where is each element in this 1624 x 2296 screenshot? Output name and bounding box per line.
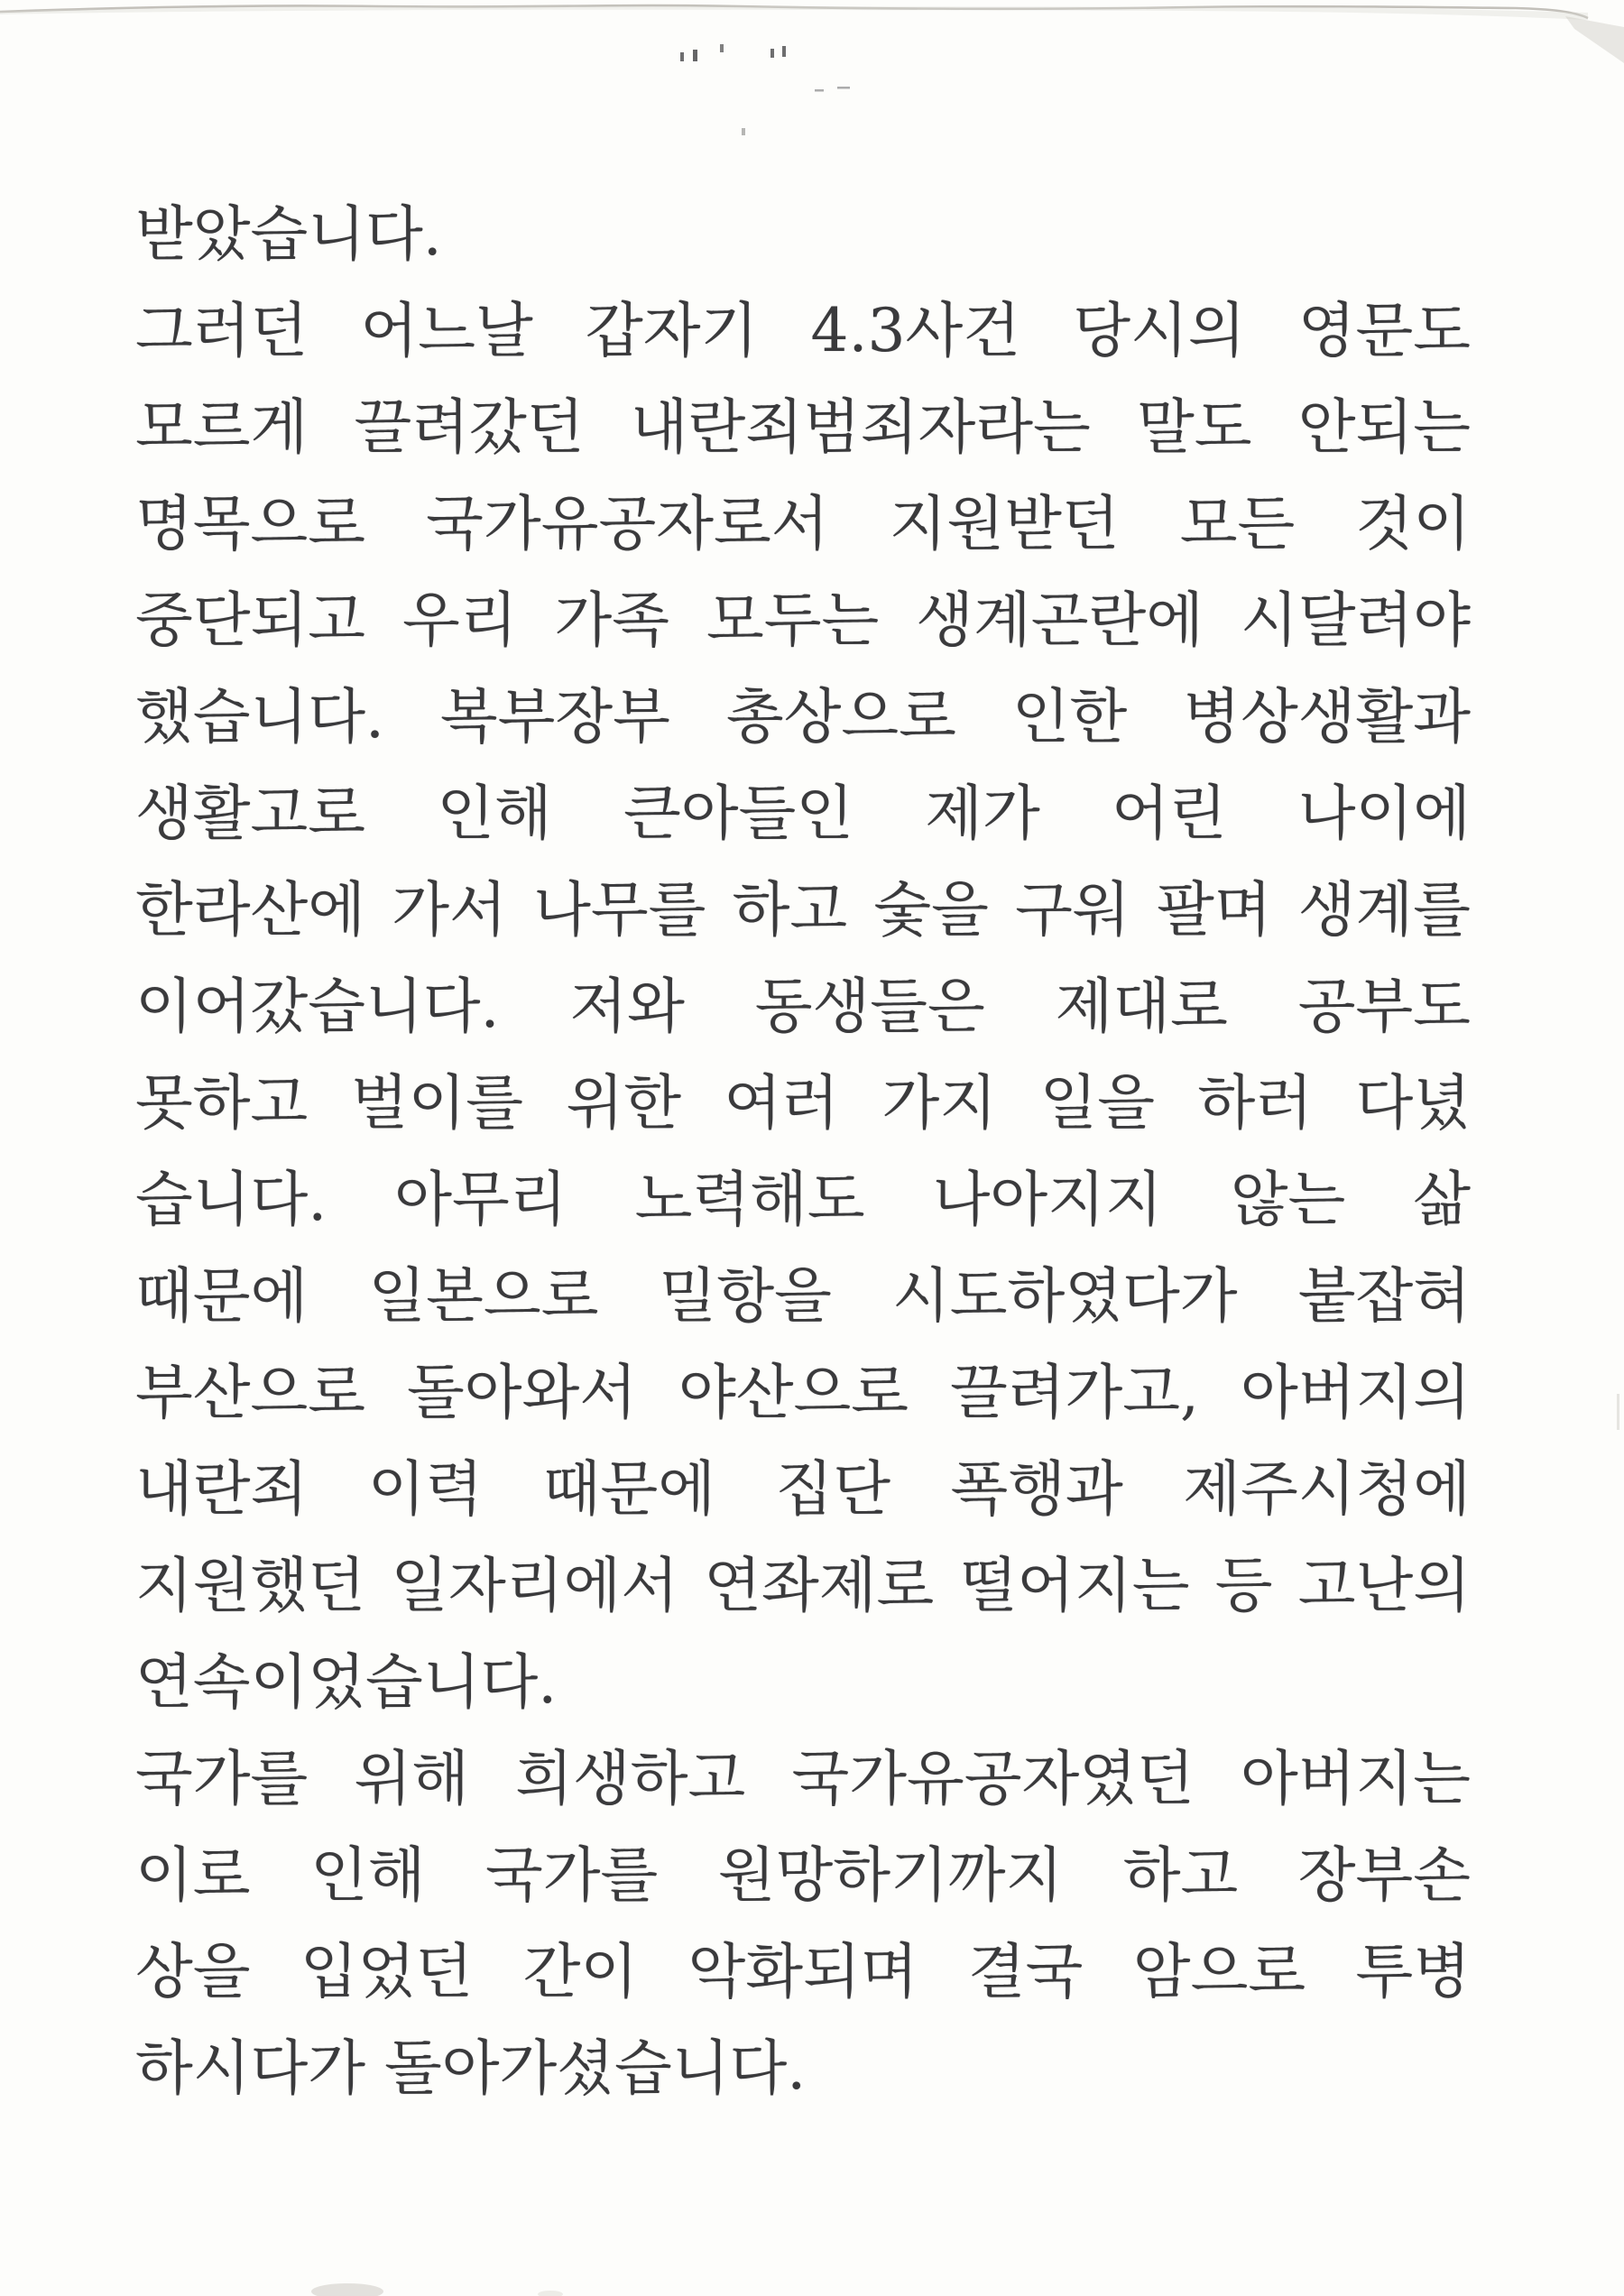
scan-edge-shadow <box>0 6 1588 20</box>
text-line: 중단되고 우리 가족 모두는 생계곤란에 시달려야 <box>135 586 1471 655</box>
text-line: 이어갔습니다. 저와 동생들은 제대로 공부도 <box>135 972 1471 1041</box>
text-line: 그러던 어느날 갑자기 4.3사건 당시의 영문도 <box>135 296 1471 365</box>
text-line: 국가를 위해 희생하고 국가유공자였던 아버지는 <box>135 1744 1471 1813</box>
text-block <box>135 186 1471 2116</box>
text-line: 때문에 일본으로 밀항을 시도하였다가 붙잡혀 <box>135 1261 1471 1331</box>
text-line: 이로 인해 국가를 원망하기까지 하고 장부손 <box>135 1840 1471 1910</box>
corner-shade <box>1565 16 1624 63</box>
speckle-cluster <box>680 44 850 135</box>
bottom-smudge <box>311 2283 383 2296</box>
text-line: 연속이었습니다. <box>135 1647 558 1717</box>
text-line: 못하고 벌이를 위한 여러 가지 일을 하러 다녔 <box>135 1068 1471 1138</box>
text-line: 했습니다. 복부장부 총상으로 인한 병상생활과 <box>135 682 1471 752</box>
edge-speck <box>1617 1394 1619 1430</box>
text-line: 내란죄 이력 때문에 집단 폭행과 제주시청에 <box>135 1454 1471 1524</box>
text-line: 하시다가 돌아가셨습니다. <box>135 2033 807 2103</box>
scan-edge-line <box>0 5 1588 18</box>
text-line: 받았습니다. <box>135 199 442 269</box>
text-line: 모르게 끌려갔던 내란죄범죄자라는 말도 안되는 <box>135 392 1471 462</box>
text-line: 생활고로 인해 큰아들인 제가 어린 나이에 <box>135 779 1471 848</box>
text-line: 지원했던 일자리에서 연좌제로 떨어지는 등 고난의 <box>135 1551 1471 1620</box>
text-line: 명목으로 국가유공자로서 지원받던 모든 것이 <box>135 489 1471 558</box>
text-line: 습니다. 아무리 노력해도 나아지지 않는 삶 <box>135 1165 1471 1234</box>
text-line: 부산으로 돌아와서 야산으로 끌려가고, 아버지의 <box>135 1358 1471 1427</box>
bottom-smudge-small <box>538 2291 563 2296</box>
text-line: 한라산에 가서 나무를 하고 숯을 구워 팔며 생계를 <box>135 875 1471 945</box>
text-line: 상을 입었던 간이 악화되며 결국 암으로 투병 <box>135 1937 1471 2006</box>
